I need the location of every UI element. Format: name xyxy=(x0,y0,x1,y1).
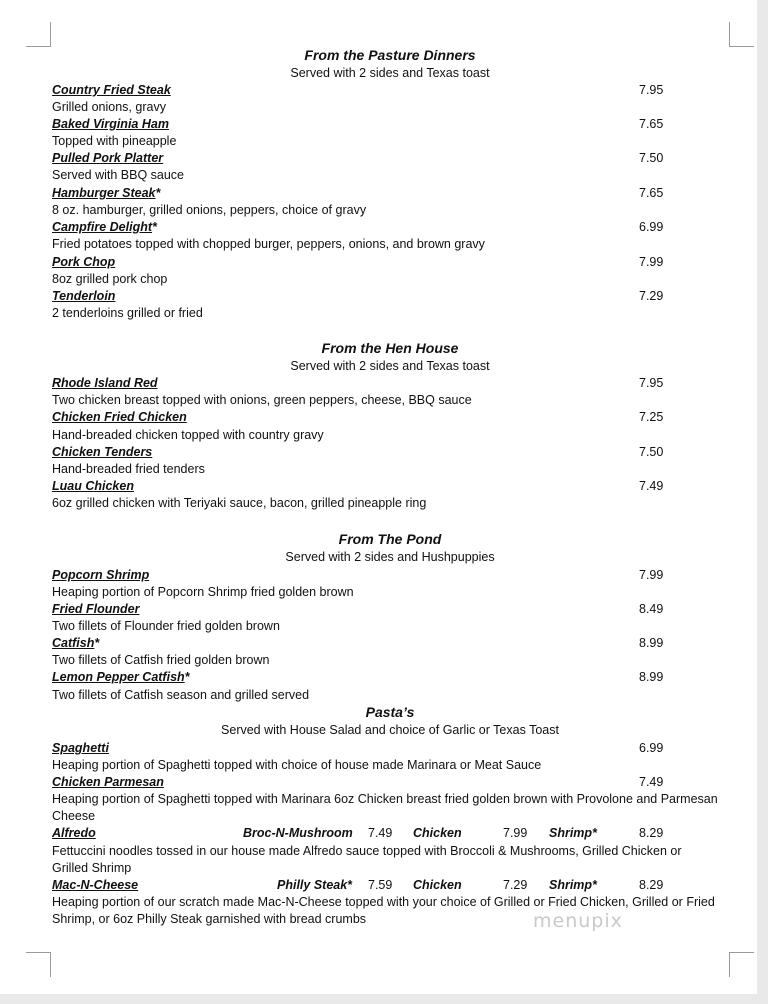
section-subtitle-pasta: Served with House Salad and choice of Garlic or Texas Toast xyxy=(221,723,559,737)
option-price: 7.49 xyxy=(368,826,393,840)
option-price: 8.29 xyxy=(639,878,664,892)
item-name: Catfish xyxy=(52,636,95,650)
option-label: Chicken xyxy=(413,826,462,840)
item-price: 6.99 xyxy=(639,741,664,755)
item-name: Tenderloin xyxy=(52,289,116,303)
item-name: Chicken Tenders xyxy=(52,445,153,459)
option-price: 7.59 xyxy=(368,878,393,892)
asterisk: * xyxy=(155,186,161,200)
option-label: Philly Steak* xyxy=(277,878,353,892)
item-description: Served with BBQ sauce xyxy=(52,168,185,182)
item-name: Hamburger Steak xyxy=(52,186,156,200)
item-name: Lemon Pepper Catfish xyxy=(52,670,185,684)
item-price: 7.95 xyxy=(639,83,664,97)
item-name-row xyxy=(52,219,157,236)
item-price: 7.29 xyxy=(639,289,664,303)
item-description: Heaping portion of Spaghetti topped with choice of house made Marinara or Meat Sauce xyxy=(52,758,542,772)
item-price: 8.99 xyxy=(639,636,664,650)
asterisk: * xyxy=(184,670,190,684)
item-price: 7.95 xyxy=(639,376,664,390)
item-description: Grilled onions, gravy xyxy=(52,100,166,114)
crop-mark-bottom-left xyxy=(26,952,51,977)
option-label: Broc-N-Mushroom xyxy=(243,826,353,840)
item-price: 7.49 xyxy=(639,479,664,493)
item-description: Two chicken breast topped with onions, green peppers, cheese, BBQ sauce xyxy=(52,393,472,407)
item-description: Fettuccini noodles tossed in our house made Alfredo sauce topped with Broccoli & Mushrooms, Grilled Chicken or xyxy=(52,844,682,858)
item-price: 7.99 xyxy=(639,568,664,582)
item-name: Mac-N-Cheese xyxy=(52,878,139,892)
item-name: Fried Flounder xyxy=(52,602,140,616)
item-name: Campfire Delight xyxy=(52,220,153,234)
item-price: 7.25 xyxy=(639,410,664,424)
section-title-pasta: Pasta’s xyxy=(365,704,415,720)
item-name: Alfredo xyxy=(52,826,96,840)
item-name: Pulled Pork Platter xyxy=(52,151,164,165)
item-price: 7.65 xyxy=(639,117,664,131)
item-description: Two fillets of Catfish fried golden brown xyxy=(52,653,270,667)
item-description: Two fillets of Flounder fried golden brown xyxy=(52,619,280,633)
item-price: 7.50 xyxy=(639,151,664,165)
crop-mark-bottom-right xyxy=(729,952,754,977)
crop-mark-top-left xyxy=(26,22,51,47)
item-name: Chicken Parmesan xyxy=(52,775,164,789)
option-price: 8.29 xyxy=(639,826,664,840)
item-name: Chicken Fried Chicken xyxy=(52,410,187,424)
option-price: 7.99 xyxy=(503,826,528,840)
menupix-watermark: menupix xyxy=(533,910,623,932)
item-name: Baked Virginia Ham xyxy=(52,117,169,131)
section-subtitle-hen: Served with 2 sides and Texas toast xyxy=(290,359,490,373)
item-name: Luau Chicken xyxy=(52,479,134,493)
crop-mark-top-right xyxy=(729,22,754,47)
item-description: Hand-breaded fried tenders xyxy=(52,462,205,476)
item-description: 6oz grilled chicken with Teriyaki sauce, bacon, grilled pineapple ring xyxy=(52,496,427,510)
item-description: Cheese xyxy=(52,809,96,823)
item-description: 2 tenderloins grilled or fried xyxy=(52,306,203,320)
item-description: Topped with pineapple xyxy=(52,134,177,148)
item-description: Two fillets of Catfish season and grilled served xyxy=(52,688,310,702)
item-description: Heaping portion of Popcorn Shrimp fried golden brown xyxy=(52,585,354,599)
item-description: 8 oz. hamburger, grilled onions, peppers, choice of gravy xyxy=(52,203,367,217)
option-label: Chicken xyxy=(413,878,462,892)
item-description: Heaping portion of our scratch made Mac-N-Cheese topped with your choice of Grilled or Fried Chicken, Grilled or Fried xyxy=(52,895,715,909)
section-subtitle-pasture: Served with 2 sides and Texas toast xyxy=(290,66,490,80)
item-price: 7.50 xyxy=(639,445,664,459)
item-description: 8oz grilled pork chop xyxy=(52,272,168,286)
section-title-hen: From the Hen House xyxy=(321,340,459,356)
section-subtitle-pond: Served with 2 sides and Hushpuppies xyxy=(285,550,495,564)
item-description: Shrimp, or 6oz Philly Steak garnished with bread crumbs xyxy=(52,912,367,926)
asterisk: * xyxy=(94,636,100,650)
option-price: 7.29 xyxy=(503,878,528,892)
item-name-row xyxy=(52,669,190,686)
item-description: Hand-breaded chicken topped with country gravy xyxy=(52,428,324,442)
section-title-pond: From The Pond xyxy=(338,531,442,547)
item-price: 7.65 xyxy=(639,186,664,200)
item-price: 8.99 xyxy=(639,670,664,684)
item-name-row xyxy=(52,635,99,652)
item-name: Pork Chop xyxy=(52,255,116,269)
asterisk: * xyxy=(152,220,157,234)
item-description: Fried potatoes topped with chopped burger, peppers, onions, and brown gravy xyxy=(52,237,485,251)
item-name: Popcorn Shrimp xyxy=(52,568,150,582)
item-price: 6.99 xyxy=(639,220,664,234)
item-name-row xyxy=(52,185,160,202)
item-description: Heaping portion of Spaghetti topped with Marinara 6oz Chicken breast fried golden brown with Provolone and Parmesan xyxy=(52,792,718,806)
section-title-pasture: From the Pasture Dinners xyxy=(304,47,476,63)
option-label: Shrimp* xyxy=(549,878,597,892)
item-price: 7.99 xyxy=(639,255,664,269)
item-name: Spaghetti xyxy=(52,741,109,755)
item-price: 7.49 xyxy=(639,775,664,789)
option-label: Shrimp* xyxy=(549,826,597,840)
item-name: Country Fried Steak xyxy=(52,83,171,97)
item-description: Grilled Shrimp xyxy=(52,861,132,875)
item-name: Rhode Island Red xyxy=(52,376,158,390)
item-price: 8.49 xyxy=(639,602,664,616)
